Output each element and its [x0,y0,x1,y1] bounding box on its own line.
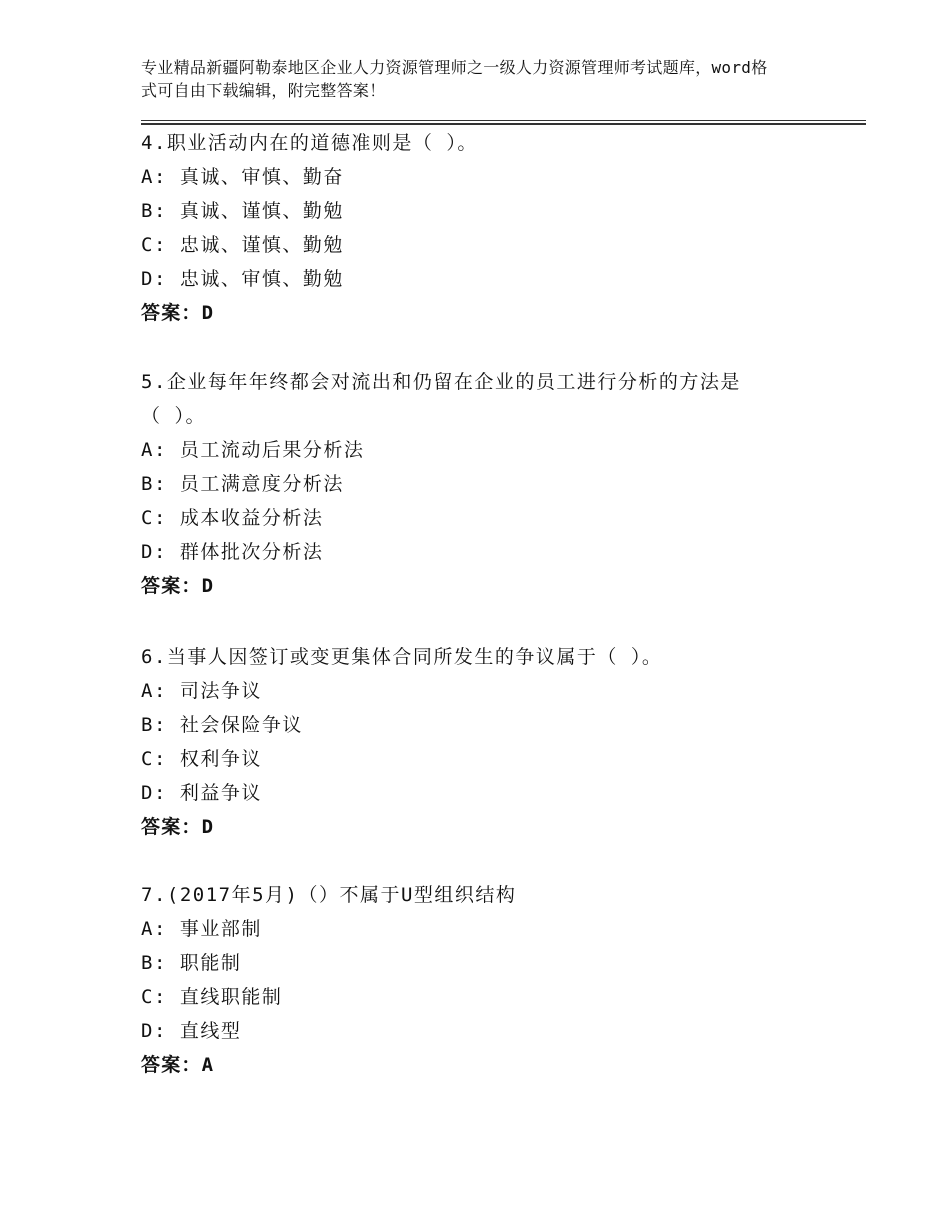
answer: 答案：D [141,816,215,838]
option-a: A: 员工流动后果分析法 [141,439,365,461]
question-stem: 5.企业每年年终都会对流出和仍留在企业的员工进行分析的方法是 [141,371,741,393]
question-4 [141,126,861,330]
answer: 答案：A [141,1054,215,1076]
header-divider-thick [141,123,866,125]
option-c: C: 直线职能制 [141,986,283,1008]
option-c: C: 成本收益分析法 [141,507,324,529]
option-a: A: 司法争议 [141,680,262,702]
option-b: B: 员工满意度分析法 [141,473,344,495]
option-b: B: 社会保险争议 [141,714,303,736]
header-divider-thin [141,120,866,121]
option-b: B: 职能制 [141,952,242,974]
option-c: C: 忠诚、谨慎、勤勉 [141,234,344,256]
option-b: B: 真诚、谨慎、勤勉 [141,200,344,222]
question-7 [141,878,861,1082]
question-6 [141,640,861,844]
question-stem-continued: （ ）。 [141,405,206,427]
answer: 答案：D [141,302,215,324]
document-header: 专业精品新疆阿勒泰地区企业人力资源管理师之一级人力资源管理师考试题库，word格式可自由下载编辑，附完整答案！ [141,58,768,100]
option-d: D: 忠诚、审慎、勤勉 [141,268,344,290]
option-c: C: 权利争议 [141,748,262,770]
question-stem: 6.当事人因签订或变更集体合同所发生的争议属于（ ）。 [141,646,663,668]
option-a: A: 事业部制 [141,918,262,940]
option-d: D: 群体批次分析法 [141,541,324,563]
question-5 [141,365,861,603]
question-stem: 4.职业活动内在的道德准则是（ ）。 [141,132,478,154]
option-d: D: 直线型 [141,1020,242,1042]
option-d: D: 利益争议 [141,782,262,804]
question-stem: 7.(2017年5月)（）不属于U型组织结构 [141,884,517,906]
option-a: A: 真诚、审慎、勤奋 [141,166,344,188]
answer: 答案：D [141,575,215,597]
